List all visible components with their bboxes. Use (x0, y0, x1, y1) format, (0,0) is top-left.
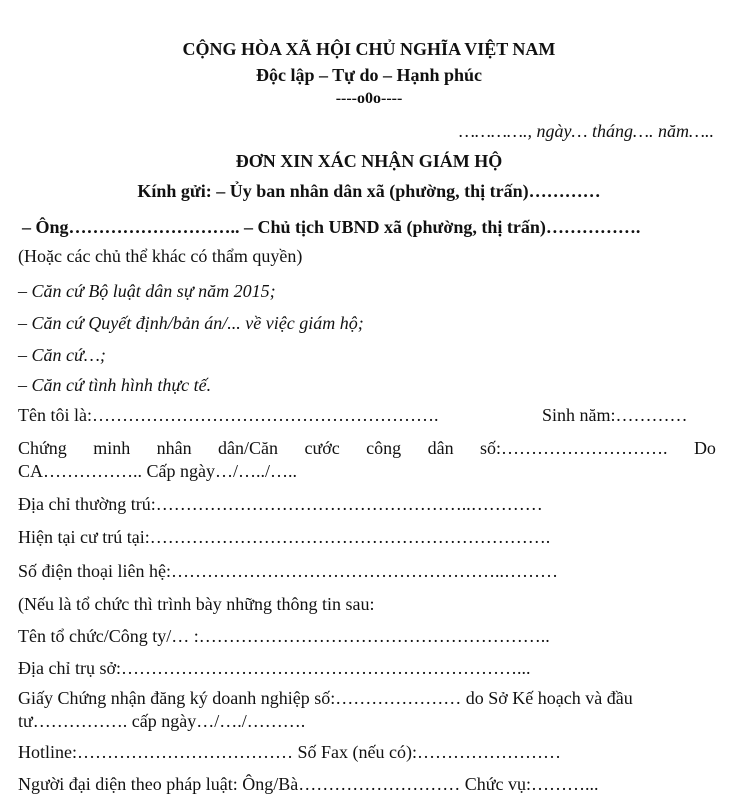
field-birth-year: Sinh năm:………… (542, 405, 688, 425)
id-word: Do (693, 438, 716, 458)
field-current-residence: Hiện tại cư trú tại:…………………………………………………………. (18, 527, 551, 547)
id-word: công (366, 438, 402, 458)
header-separator: ----o0o---- (335, 90, 403, 107)
field-phone: Số điện thoại liên hệ:………………………………………………..……… (18, 561, 558, 581)
authority-note: (Hoặc các chủ thể khác có thẩm quyền) (18, 246, 303, 266)
field-id-line-2: CA…………….. Cấp ngày…/…../….. (18, 461, 297, 481)
field-permanent-address: Địa chỉ thường trú:……………………………………………..………… (18, 494, 543, 514)
legal-basis-1: – Căn cứ Bộ luật dân sự năm 2015; (18, 281, 276, 301)
id-word: minh (93, 438, 131, 458)
legal-basis-3: – Căn cứ…; (18, 345, 106, 365)
id-word: nhân (156, 438, 192, 458)
country-heading: CỘNG HÒA XÃ HỘI CHỦ NGHĨA VIỆT NAM (182, 39, 556, 59)
field-org-address: Địa chỉ trụ sở:…………………………………………………………... (18, 658, 531, 678)
id-word: dân (427, 438, 454, 458)
id-word: số:………………………. (480, 438, 668, 458)
motto: Độc lập – Tự do – Hạnh phúc (255, 65, 483, 85)
recipient-line-2: – Ông……………………….. – Chủ tịch UBND xã (phường, thị trấn)……………. (22, 217, 641, 237)
recipient-line-1: Kính gửi: – Ủy ban nhân dân xã (phường, thị trấn)………… (137, 181, 601, 201)
date-line: …………., ngày… tháng…. năm….. (458, 121, 714, 141)
id-word: Chứng (18, 438, 67, 458)
field-hotline: Hotline:……………………………… Số Fax (nếu có):…………………… (18, 742, 561, 762)
id-word: dân/Căn (218, 438, 279, 458)
field-business-cert-2: tư……………. cấp ngày…/…./………. (18, 711, 306, 731)
legal-basis-4: – Căn cứ tình hình thực tế. (18, 375, 212, 395)
field-org-name: Tên tổ chức/Công ty/… :………………………………………………….. (18, 626, 550, 646)
org-note: (Nếu là tổ chức thì trình bày những thông tin sau: (18, 594, 375, 614)
document-title: ĐƠN XIN XÁC NHẬN GIÁM HỘ (235, 151, 503, 171)
id-word: cước (304, 438, 340, 458)
legal-basis-2: – Căn cứ Quyết định/bản án/... về việc giám hộ; (18, 313, 364, 333)
field-legal-rep: Người đại diện theo pháp luật: Ông/Bà……………………… Chức vụ:………... (18, 774, 599, 794)
field-name: Tên tôi là:…………………………………………………. (18, 405, 439, 425)
field-id-line-1 (18, 437, 716, 459)
field-business-cert-1: Giấy Chứng nhận đăng ký doanh nghiệp số:………………… do Sở Kế hoạch và đầu (18, 688, 633, 708)
